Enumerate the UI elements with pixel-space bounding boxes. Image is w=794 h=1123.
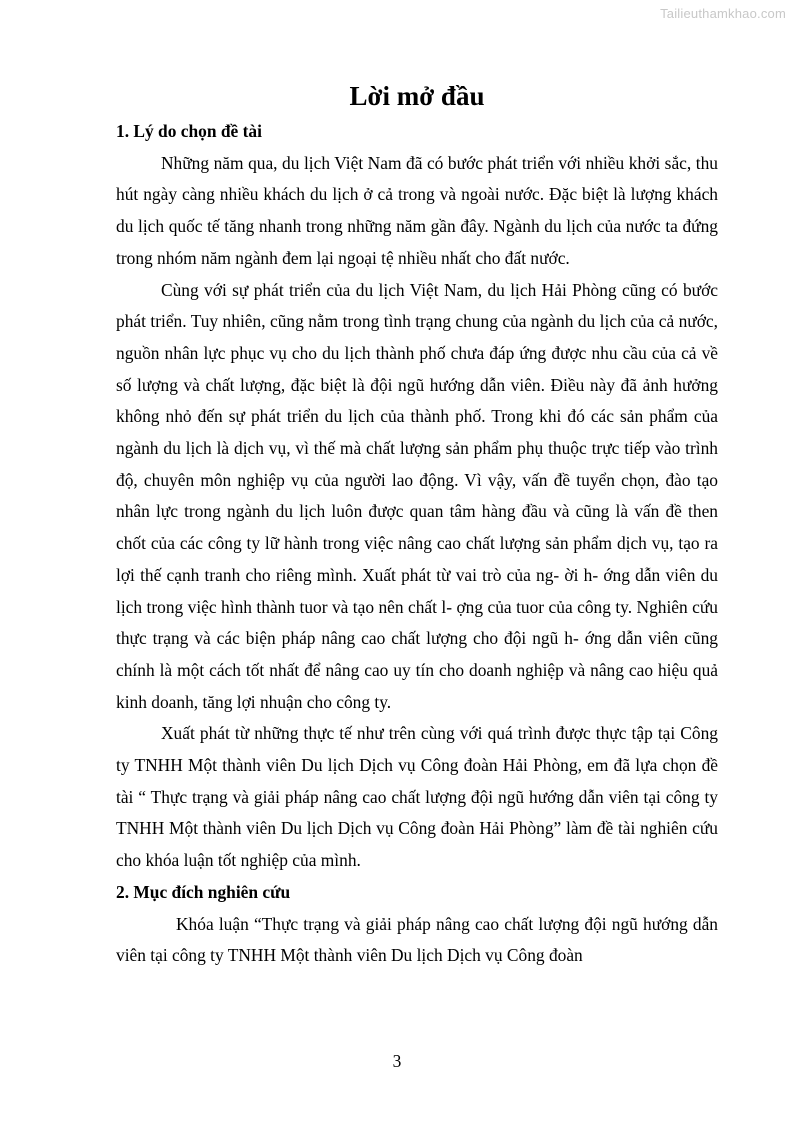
section-heading-reason: 1. Lý do chọn đề tài (116, 121, 262, 141)
paragraph-reason-1: Những năm qua, du lịch Việt Nam đã có bước phát triển với nhiều khởi sắc, thu hút ngày càng nhiều khách du lịch ở cả trong và ngoài nước. Đặc biệt là lượng khách du lịch quốc tế tăng nhanh trong những năm gần đây. Ngành du lịch của nước ta đứng trong nhóm năm ngành đem lại ngoại tệ nhiều nhất cho đất nước. (116, 152, 718, 268)
document-title: Lời mở đầu (349, 81, 485, 111)
paragraph-reason-2: Cùng với sự phát triển của du lịch Việt Nam, du lịch Hải Phòng cũng có bước phát triển. Tuy nhiên, cũng nằm trong tình trạng chung của ngành du lịch của cả nước, nguồn nhân lực phục vụ cho du lịch thành phố chưa đáp ứng được nhu cầu của cả về số lượng và chất lượng, đặc biệt là đội ngũ hướng dẫn viên. Điều này đã ảnh hưởng không nhỏ đến sự phát triển du lịch của thành phố. Trong khi đó các sản phẩm của ngành du lịch là dịch vụ, vì thế mà chất lượng sản phẩm phụ thuộc trực tiếp vào trình độ, chuyên môn nghiệp vụ của người lao động. Vì vậy, vấn đề tuyển chọn, đào tạo nhân lực trong ngành du lịch luôn được quan tâm hàng đầu và cũng là vấn đề then chốt của các công ty lữ hành trong việc nâng cao chất lượng sản phẩm dịch vụ, tạo ra lợi thế cạnh tranh cho riêng mình. Xuất phát từ vai trò của ng- ời h- ớng dẫn viên du lịch trong việc hình thành tuor và tạo nên chất l- ợng của tuor của công ty. Nghiên cứu thực trạng và các biện pháp nâng cao chất lượng cho đội ngũ h- ớng dẫn viên cũng chính là một cách tốt nhất để nâng cao uy tín cho doanh nghiệp và nâng cao hiệu quả kinh doanh, tăng lợi nhuận cho công ty. (116, 279, 718, 712)
section-heading-purpose: 2. Mục đích nghiên cứu (116, 881, 291, 902)
page-number: 3 (392, 1051, 402, 1071)
paragraph-reason-3: Xuất phát từ những thực tế như trên cùng với quá trình được thực tập tại Công ty TNHH Một thành viên Du lịch Dịch vụ Công đoàn Hải Phòng, em đã lựa chọn đề tài “ Thực trạng và giải pháp nâng cao chất lượng đội ngũ hướng dẫn viên tại công ty TNHH Một thành viên Du lịch Dịch vụ Công đoàn Hải Phòng” làm đề tài nghiên cứu cho khóa luận tốt nghiệp của mình. (116, 723, 718, 871)
watermark-text: Tailieuthamkhao.com (660, 6, 786, 21)
paragraph-purpose-1: Khóa luận “Thực trạng và giải pháp nâng cao chất lượng đội ngũ hướng dẫn viên tại công ty TNHH Một thành viên Du lịch Dịch vụ Công đoàn (116, 913, 718, 966)
document-page (116, 76, 718, 972)
